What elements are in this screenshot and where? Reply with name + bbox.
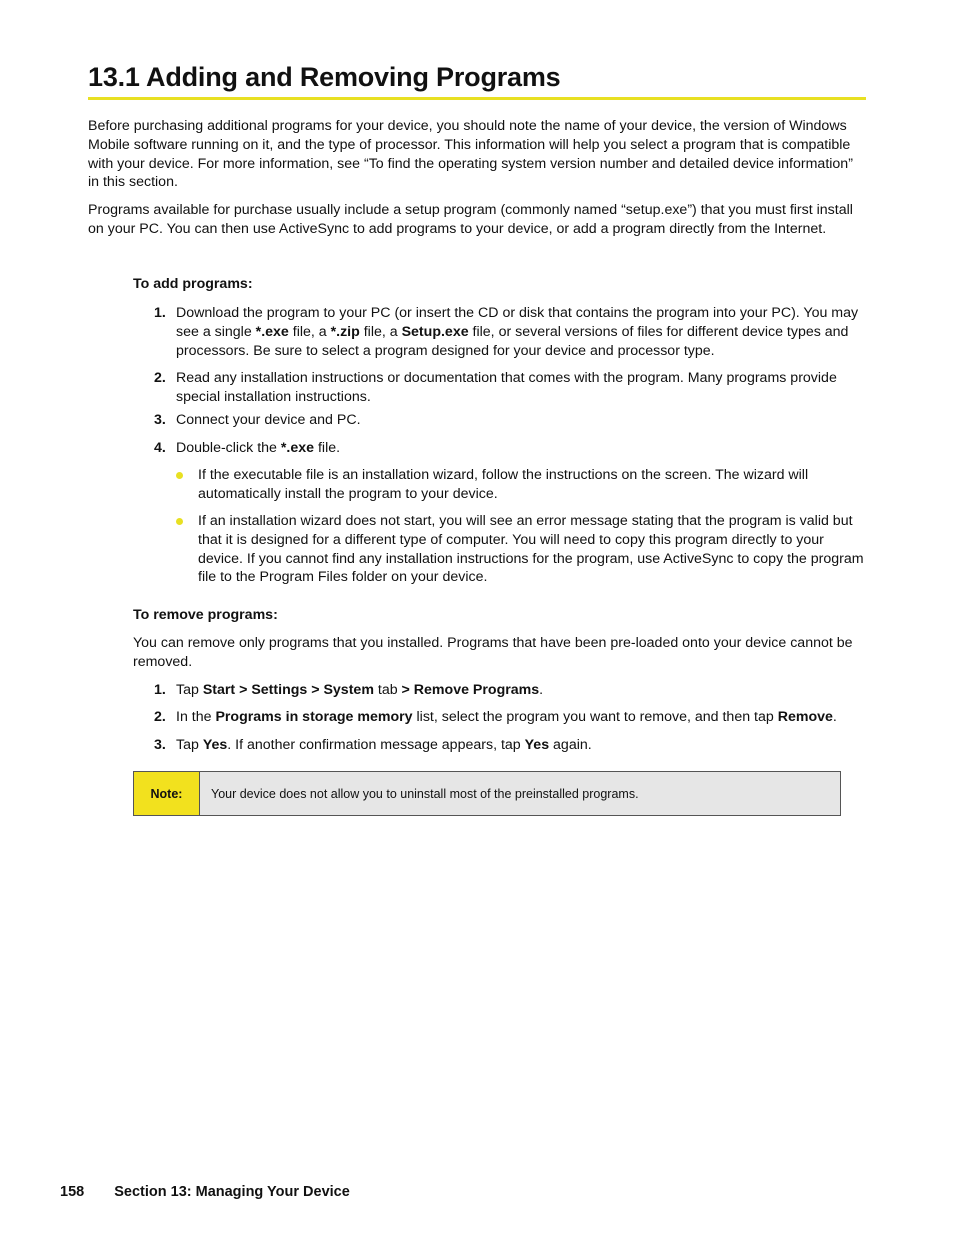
text-run: file, a: [359, 323, 402, 340]
add-step-4: [154, 439, 866, 458]
text-run: Connect your device and PC.: [176, 412, 361, 428]
intro-paragraph-2: Programs available for purchase usually include a setup program (commonly named “setup.exe”) that you must first install on your PC. You can then use ActiveSync to add programs to your device, or add a program directly from the Internet.: [88, 202, 853, 237]
add-step-2: [154, 369, 866, 407]
page-footer: [60, 1184, 350, 1200]
text-run: list, select the program you want to remove, and then tap: [412, 709, 778, 725]
bullet-text: If an installation wizard does not start, you will see an error message stating that the program is valid but that it is designed for a different type of computer. You will need to copy this program directly to your device. If you cannot find any installation instructions for the program, use ActiveSync to copy the program file to the Program Files folder on your device.: [198, 513, 864, 586]
text-run: . If another confirmation message appears, tap: [227, 737, 525, 753]
bold-term: Yes: [202, 737, 228, 753]
step-text: [176, 304, 866, 360]
add-step-3: [154, 411, 866, 430]
bold-term: Yes: [524, 737, 550, 753]
bold-term: *.exe: [255, 323, 289, 340]
text-run: In the: [176, 709, 216, 725]
step-number: 3.: [154, 737, 166, 753]
bullet-text: If the executable file is an installation wizard, follow the instructions on the screen. The wizard will automatically install the program to your device.: [198, 467, 809, 502]
bold-term: Remove: [777, 709, 833, 725]
step-number: 2.: [154, 709, 166, 725]
step-text: [176, 439, 866, 458]
text-run: Download the program to your PC (or insert the CD or disk that contains the program into your PC). You may see a single: [176, 305, 859, 340]
bold-term: Start > Settings > System: [202, 682, 374, 698]
bold-term: Setup.exe: [401, 323, 469, 340]
step-number: 2.: [154, 370, 166, 386]
add-step-1: [154, 304, 866, 360]
step-number: 1.: [154, 682, 166, 698]
add-programs-heading: To add programs:: [133, 276, 253, 292]
text-run: Tap: [176, 682, 203, 698]
remove-step-1: [154, 681, 866, 700]
bullet-dot-icon: [176, 518, 183, 525]
note-box: [133, 771, 841, 816]
remove-intro-paragraph: You can remove only programs that you installed. Programs that have been pre-loaded onto your device cannot be removed.: [133, 635, 853, 670]
step-text: [176, 708, 866, 727]
text-run: Tap: [176, 737, 203, 753]
text-run: file, or several versions of files for different device types and processors. Be sure to select a program designed for your device and processor type.: [176, 323, 849, 359]
step-text: [176, 681, 866, 700]
step-text: [176, 736, 866, 755]
text-run: .: [832, 709, 837, 725]
step-number: 1.: [154, 305, 166, 321]
add-bullet-1: [176, 466, 866, 504]
text-run: Read any installation instructions or documentation that comes with the program. Many programs provide special installation instructions.: [176, 370, 837, 405]
intro-paragraph-1: Before purchasing additional programs for your device, you should note the name of your device, the version of Windows Mobile software running on it, and the type of processor. This information will help you select a program that is compatible with your device. For more information, see “To find the operating system version number and detailed device information” in this section.: [88, 118, 853, 191]
bold-term: *.zip: [330, 323, 360, 340]
note-text: Your device does not allow you to uninstall most of the preinstalled programs.: [211, 786, 639, 801]
page-number: 158: [60, 1184, 85, 1200]
note-label: Note:: [134, 772, 200, 815]
text-run: tab: [373, 682, 402, 698]
step-number: 4.: [154, 440, 166, 456]
text-run: again.: [549, 737, 592, 753]
text-run: file.: [314, 440, 341, 456]
remove-programs-heading: To remove programs:: [133, 607, 278, 623]
bold-term: > Remove Programs: [401, 682, 540, 698]
section-title: 13.1 Adding and Removing Programs: [88, 62, 866, 100]
remove-step-3: [154, 736, 866, 755]
text-run: file, a: [288, 323, 331, 340]
bold-term: Programs in storage memory: [215, 709, 413, 725]
bold-term: *.exe: [280, 440, 315, 456]
remove-step-2: [154, 708, 866, 727]
footer-section-title: Section 13: Managing Your Device: [114, 1184, 350, 1200]
step-number: 3.: [154, 412, 166, 428]
step-text: [176, 369, 866, 407]
text-run: .: [539, 682, 544, 698]
text-run: Double-click the: [176, 440, 281, 456]
bullet-dot-icon: [176, 472, 183, 479]
step-text: [176, 411, 866, 430]
add-bullet-2: [176, 512, 866, 587]
